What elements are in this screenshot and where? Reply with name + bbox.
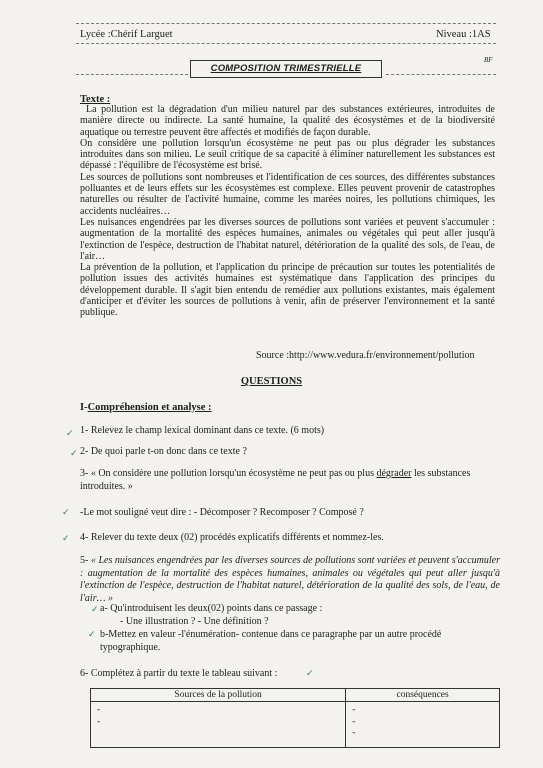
- text-paragraph: On considère une pollution lorsqu'un écosystème ne peut pas ou plus dégrader les substances introduites dans son milieu. Le seuil critique de sa capacité à éliminer naturellement les substances est dépassé : l'équilibre de l'écosystème est brisé.: [80, 137, 495, 172]
- table-header-row: [91, 689, 500, 702]
- dash-placeholder: -: [97, 705, 101, 715]
- question-5-quote: « Les nuisances engendrées par les diverses sources de pollutions sont variées et peuvent s'accumuler : augmentation de la mortalité des espèces humaines, animales ou végétales qui peut aller jusqu'à l'extinction de l'espèce, destruction de l'habitat naturel, détérioration de la qualité des sols, de l'eau, de l'air… »: [80, 555, 500, 604]
- table-header-sources: Sources de la pollution: [91, 689, 346, 702]
- question-2: 2- De quoi parle t-on donc dans ce texte ?: [80, 446, 247, 457]
- header-mid-rule: [76, 43, 496, 44]
- table-cell-consequences[interactable]: [346, 702, 500, 748]
- check-mark-icon: ✓: [91, 605, 99, 615]
- dash-placeholder: -: [97, 716, 101, 727]
- question-5a-options: - Une illustration ? - Une définition ?: [120, 616, 269, 627]
- question-5: [80, 555, 500, 605]
- check-mark-icon: ✓: [62, 508, 70, 518]
- school-name: Lycée :Chérif Larguet: [80, 29, 173, 40]
- source-citation: Source :http://www.vedura.fr/environnement/pollution: [256, 350, 475, 361]
- section-1-prefix: I-: [80, 402, 88, 413]
- question-5-number: 5-: [80, 555, 91, 566]
- question-4: 4- Relever du texte deux (02) procédés explicatifs différents et nommez-les.: [80, 532, 384, 543]
- header-top-rule: [76, 23, 496, 24]
- question-3-end: les substances introduites. »: [80, 468, 471, 492]
- check-mark-icon: ✓: [306, 669, 314, 679]
- table-row: [91, 702, 500, 748]
- check-mark-icon: ✓: [62, 534, 70, 544]
- section-1-title: Compréhension et analyse :: [87, 402, 212, 413]
- table-cell-sources[interactable]: [91, 702, 346, 748]
- exam-title: COMPOSITION TRIMESTRIELLE: [190, 60, 382, 78]
- text-paragraph: La prévention de la pollution, et l'application du principe de précaution sur toutes les potentialités de pollution issues des activités humaines est systématique dans l'application des principes du développement durable. Il s'agit bien entendu de remédier aux pollutions existantes, mais également d'anticiper et d'éviter les sources de pollutions à venir, afin de préserver l'environnement et la santé publique.: [80, 262, 495, 319]
- text-heading: Texte :: [80, 94, 111, 105]
- table-header-consequences: conséquences: [346, 689, 500, 702]
- question-1: 1- Relevez le champ lexical dominant dans ce texte. (6 mots): [80, 425, 325, 436]
- level-label: Niveau :1AS: [436, 29, 491, 40]
- question-6: 6- Complétez à partir du texte le tableau suivant :: [80, 668, 278, 679]
- title-left-rule: [76, 74, 188, 75]
- check-mark-icon: ✓: [70, 449, 78, 459]
- question-3-sub: -Le mot souligné veut dire : - Décomposer ? Recomposer ? Composé ?: [80, 507, 364, 518]
- title-right-rule: [386, 74, 496, 75]
- text-body: [80, 104, 495, 319]
- question-5b: b-Mettez en valeur -l'énumération- contenue dans ce paragraphe par un autre procédé typographique.: [100, 629, 442, 653]
- question-5a: a- Qu'introduisent les deux(02) points dans ce passage :: [100, 603, 323, 614]
- sources-consequences-table: [90, 688, 500, 748]
- text-paragraph: Les sources de pollutions sont nombreuses et l'identification de ces sources, des différentes substances polluantes et de leurs effets sur les écosystèmes est complexe. Elles peuvent provenir de catastrophes naturelles ou résulter de l'activité humaine, comme les marées noires, les pollutions chimiques, les accidents nucléaires…: [80, 171, 495, 217]
- questions-heading: QUESTIONS: [240, 376, 303, 387]
- text-paragraph: Les nuisances engendrées par les diverses sources de pollutions sont variées et peuvent s'accumuler : augmentation de la mortalité des espèces humaines, animales ou végétales qui peut aller jusqu'à l'extinction de l'espèce, destruction de l'habitat naturel, détérioration de la qualité des sols, de l'eau, de l'air…: [80, 216, 495, 262]
- question-3-start: 3- « On considère une pollution lorsqu'un écosystème ne peut pas ou plus: [80, 468, 377, 479]
- dash-placeholder: -: [352, 728, 356, 738]
- check-mark-icon: ✓: [88, 630, 96, 640]
- underlined-word: dégrader: [376, 468, 412, 479]
- corner-mark: BF: [484, 56, 493, 64]
- section-1-heading: [80, 402, 212, 413]
- question-3: [80, 468, 500, 493]
- dash-placeholder: -: [352, 705, 356, 715]
- dash-placeholder: -: [352, 716, 356, 727]
- text-paragraph: La pollution est la dégradation d'un milieu naturel par des substances extérieures, introduites de manière directe ou indirecte. La santé humaine, la qualité des écosystèmes et de la biodiversité aquatique ou terrestre peuvent être affectés et modifiés de façon durable.: [80, 104, 495, 138]
- check-mark-icon: ✓: [66, 429, 74, 439]
